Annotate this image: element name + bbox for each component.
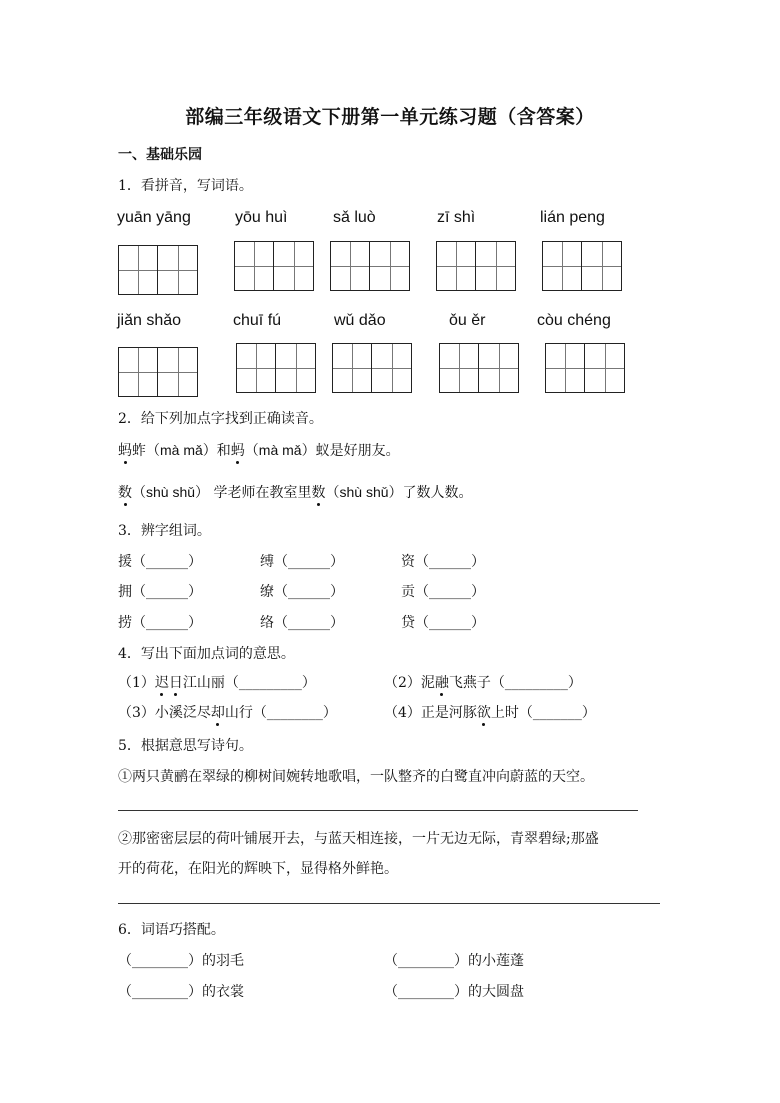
blank: _________ [238, 675, 302, 691]
writing-grid[interactable] [234, 241, 314, 291]
blank: ______ [146, 554, 188, 570]
word-blank[interactable] [401, 612, 485, 632]
text: （2）泥 [384, 675, 435, 691]
page-title: 部编三年级语文下册第一单元练习题（含答案） [185, 106, 595, 128]
match-item[interactable] [118, 950, 244, 970]
blank: ________ [132, 953, 188, 969]
open-paren: （ [415, 584, 429, 600]
dotted-char: 却 [211, 702, 225, 722]
word-blank[interactable] [260, 612, 344, 632]
blank: _________ [504, 675, 568, 691]
dotted-char: 数 [312, 482, 326, 502]
question-2-line-1 [118, 440, 400, 460]
dotted-char: 蚂 [118, 440, 132, 460]
close-paren: ） [330, 615, 344, 631]
meaning-item[interactable] [384, 702, 596, 722]
writing-grid[interactable] [118, 245, 198, 295]
text: （ [384, 984, 398, 1000]
close-paren: ） [330, 554, 344, 570]
open-paren: （ [274, 615, 288, 631]
blank: ________ [398, 953, 454, 969]
pinyin-label: sǎ luò [333, 209, 376, 226]
match-item[interactable] [384, 981, 524, 1001]
blank: ______ [288, 584, 330, 600]
text: （1） [118, 675, 155, 691]
writing-grid[interactable] [236, 343, 316, 393]
blank: ________ [266, 705, 323, 721]
text: ）的羽毛 [188, 953, 244, 969]
question-5-label: 5．根据意思写诗句。 [118, 738, 253, 754]
word-blank[interactable] [260, 551, 344, 571]
question-3-label: 3．辨字组词。 [118, 523, 211, 539]
poem-meaning-2-cont: 开的荷花，在阳光的辉映下，显得格外鲜艳。 [118, 861, 398, 877]
text: （ [118, 984, 132, 1000]
text: （ [325, 485, 340, 501]
dotted-char: 蚂 [231, 440, 245, 460]
writing-grid[interactable] [436, 241, 516, 291]
meaning-item[interactable] [118, 672, 316, 692]
close-paren: ） [188, 584, 202, 600]
question-1-label: 1．看拼音，写词语。 [118, 178, 253, 194]
text: 上时（ [490, 705, 533, 721]
word-blank[interactable] [118, 551, 202, 571]
blank: ______ [288, 554, 330, 570]
char: 拥 [118, 584, 132, 600]
pinyin-label: còu chéng [537, 312, 611, 329]
pinyin-options[interactable]: shù shǔ [146, 484, 196, 500]
text: 飞燕子（ [448, 675, 505, 691]
char: 援 [118, 554, 132, 570]
char: 资 [401, 554, 415, 570]
meaning-item[interactable] [118, 702, 337, 722]
answer-line[interactable] [118, 810, 638, 811]
text: ）和 [202, 443, 231, 459]
pinyin-label: ǒu ěr [449, 312, 486, 329]
question-2-line-2 [118, 482, 473, 502]
char: 捞 [118, 615, 132, 631]
text: （ [118, 953, 132, 969]
pinyin-label: yōu huì [235, 209, 288, 226]
blank: ______ [429, 615, 471, 631]
char: 络 [260, 615, 274, 631]
question-4-label: 4．写出下面加点词的意思。 [118, 646, 295, 662]
pinyin-options[interactable]: mà mǎ [160, 442, 203, 458]
dotted-char: 迟 [155, 672, 169, 692]
close-paren: ） [471, 615, 485, 631]
text: （4）正是河豚 [384, 705, 477, 721]
pinyin-label: lián peng [540, 209, 605, 226]
open-paren: （ [132, 584, 146, 600]
open-paren: （ [132, 615, 146, 631]
close-paren: ） [188, 615, 202, 631]
writing-grid[interactable] [439, 343, 519, 393]
question-2-label: 2．给下列加点字找到正确读音。 [118, 411, 323, 427]
text: ） [581, 705, 596, 721]
pinyin-label: yuān yāng [117, 209, 191, 226]
writing-grid[interactable] [545, 343, 625, 393]
char: 缚 [260, 554, 274, 570]
word-blank[interactable] [401, 551, 485, 571]
open-paren: （ [415, 554, 429, 570]
text: 山行（ [224, 705, 267, 721]
text: ） [567, 675, 582, 691]
writing-grid[interactable] [118, 347, 198, 397]
text: ） [301, 675, 316, 691]
text: ）的大圆盘 [454, 984, 524, 1000]
close-paren: ） [471, 584, 485, 600]
dotted-char: 欲 [477, 702, 491, 722]
answer-line[interactable] [118, 903, 660, 904]
question-6-label: 6．词语巧搭配。 [118, 922, 225, 938]
text: ）的小莲蓬 [454, 953, 524, 969]
text: （ [244, 443, 259, 459]
word-blank[interactable] [401, 581, 485, 601]
pinyin-options[interactable]: mà mǎ [258, 442, 302, 458]
blank: ______ [288, 615, 330, 631]
word-blank[interactable] [118, 612, 202, 632]
writing-grid[interactable] [542, 241, 622, 291]
dotted-char: 日 [169, 672, 183, 692]
text: （ [132, 485, 146, 501]
text: （ [384, 953, 398, 969]
text: 蚱（ [132, 443, 160, 459]
meaning-item[interactable] [384, 672, 582, 692]
text: ） [322, 705, 337, 721]
blank: ________ [398, 984, 454, 1000]
writing-grid[interactable] [330, 241, 410, 291]
open-paren: （ [274, 584, 288, 600]
poem-meaning-2: ②那密密层层的荷叶铺展开去，与蓝天相连接，一片无边无际，青翠碧绿;那盛 [118, 831, 599, 847]
match-item[interactable] [384, 950, 524, 970]
text: ） 学老师在教室里 [195, 485, 312, 501]
open-paren: （ [132, 554, 146, 570]
word-blank[interactable] [118, 581, 202, 601]
pinyin-label: jiǎn shǎo [117, 312, 182, 329]
close-paren: ） [188, 554, 202, 570]
char: 缭 [260, 584, 274, 600]
close-paren: ） [471, 554, 485, 570]
pinyin-label: chuī fú [233, 312, 282, 329]
dotted-char: 融 [435, 672, 449, 692]
blank: ______ [146, 615, 188, 631]
text: ）的衣裳 [188, 984, 244, 1000]
open-paren: （ [415, 615, 429, 631]
char: 贷 [401, 615, 415, 631]
blank: _______ [532, 705, 582, 721]
blank: ______ [146, 584, 188, 600]
blank: ________ [132, 984, 188, 1000]
text: ）蚁是好朋友。 [301, 443, 400, 459]
pinyin-label: zī shì [437, 209, 476, 226]
text: 江山丽（ [182, 675, 239, 691]
open-paren: （ [274, 554, 288, 570]
match-item[interactable] [118, 981, 244, 1001]
poem-meaning-1: ①两只黄鹂在翠绿的柳树间婉转地歌唱，一队整齐的白鹭直冲向蔚蓝的天空。 [118, 769, 594, 785]
blank: ______ [429, 584, 471, 600]
writing-grid[interactable] [332, 343, 412, 393]
text: ）了数人数。 [388, 485, 473, 501]
close-paren: ） [330, 584, 344, 600]
pinyin-options[interactable]: shù shǔ [339, 484, 389, 500]
word-blank[interactable] [260, 581, 344, 601]
dotted-char: 数 [118, 482, 132, 502]
section-heading: 一、基础乐园 [118, 147, 202, 163]
text: （3）小溪泛尽 [118, 705, 211, 721]
pinyin-label: wǔ dǎo [334, 312, 386, 329]
blank: ______ [429, 554, 471, 570]
char: 贡 [401, 584, 415, 600]
